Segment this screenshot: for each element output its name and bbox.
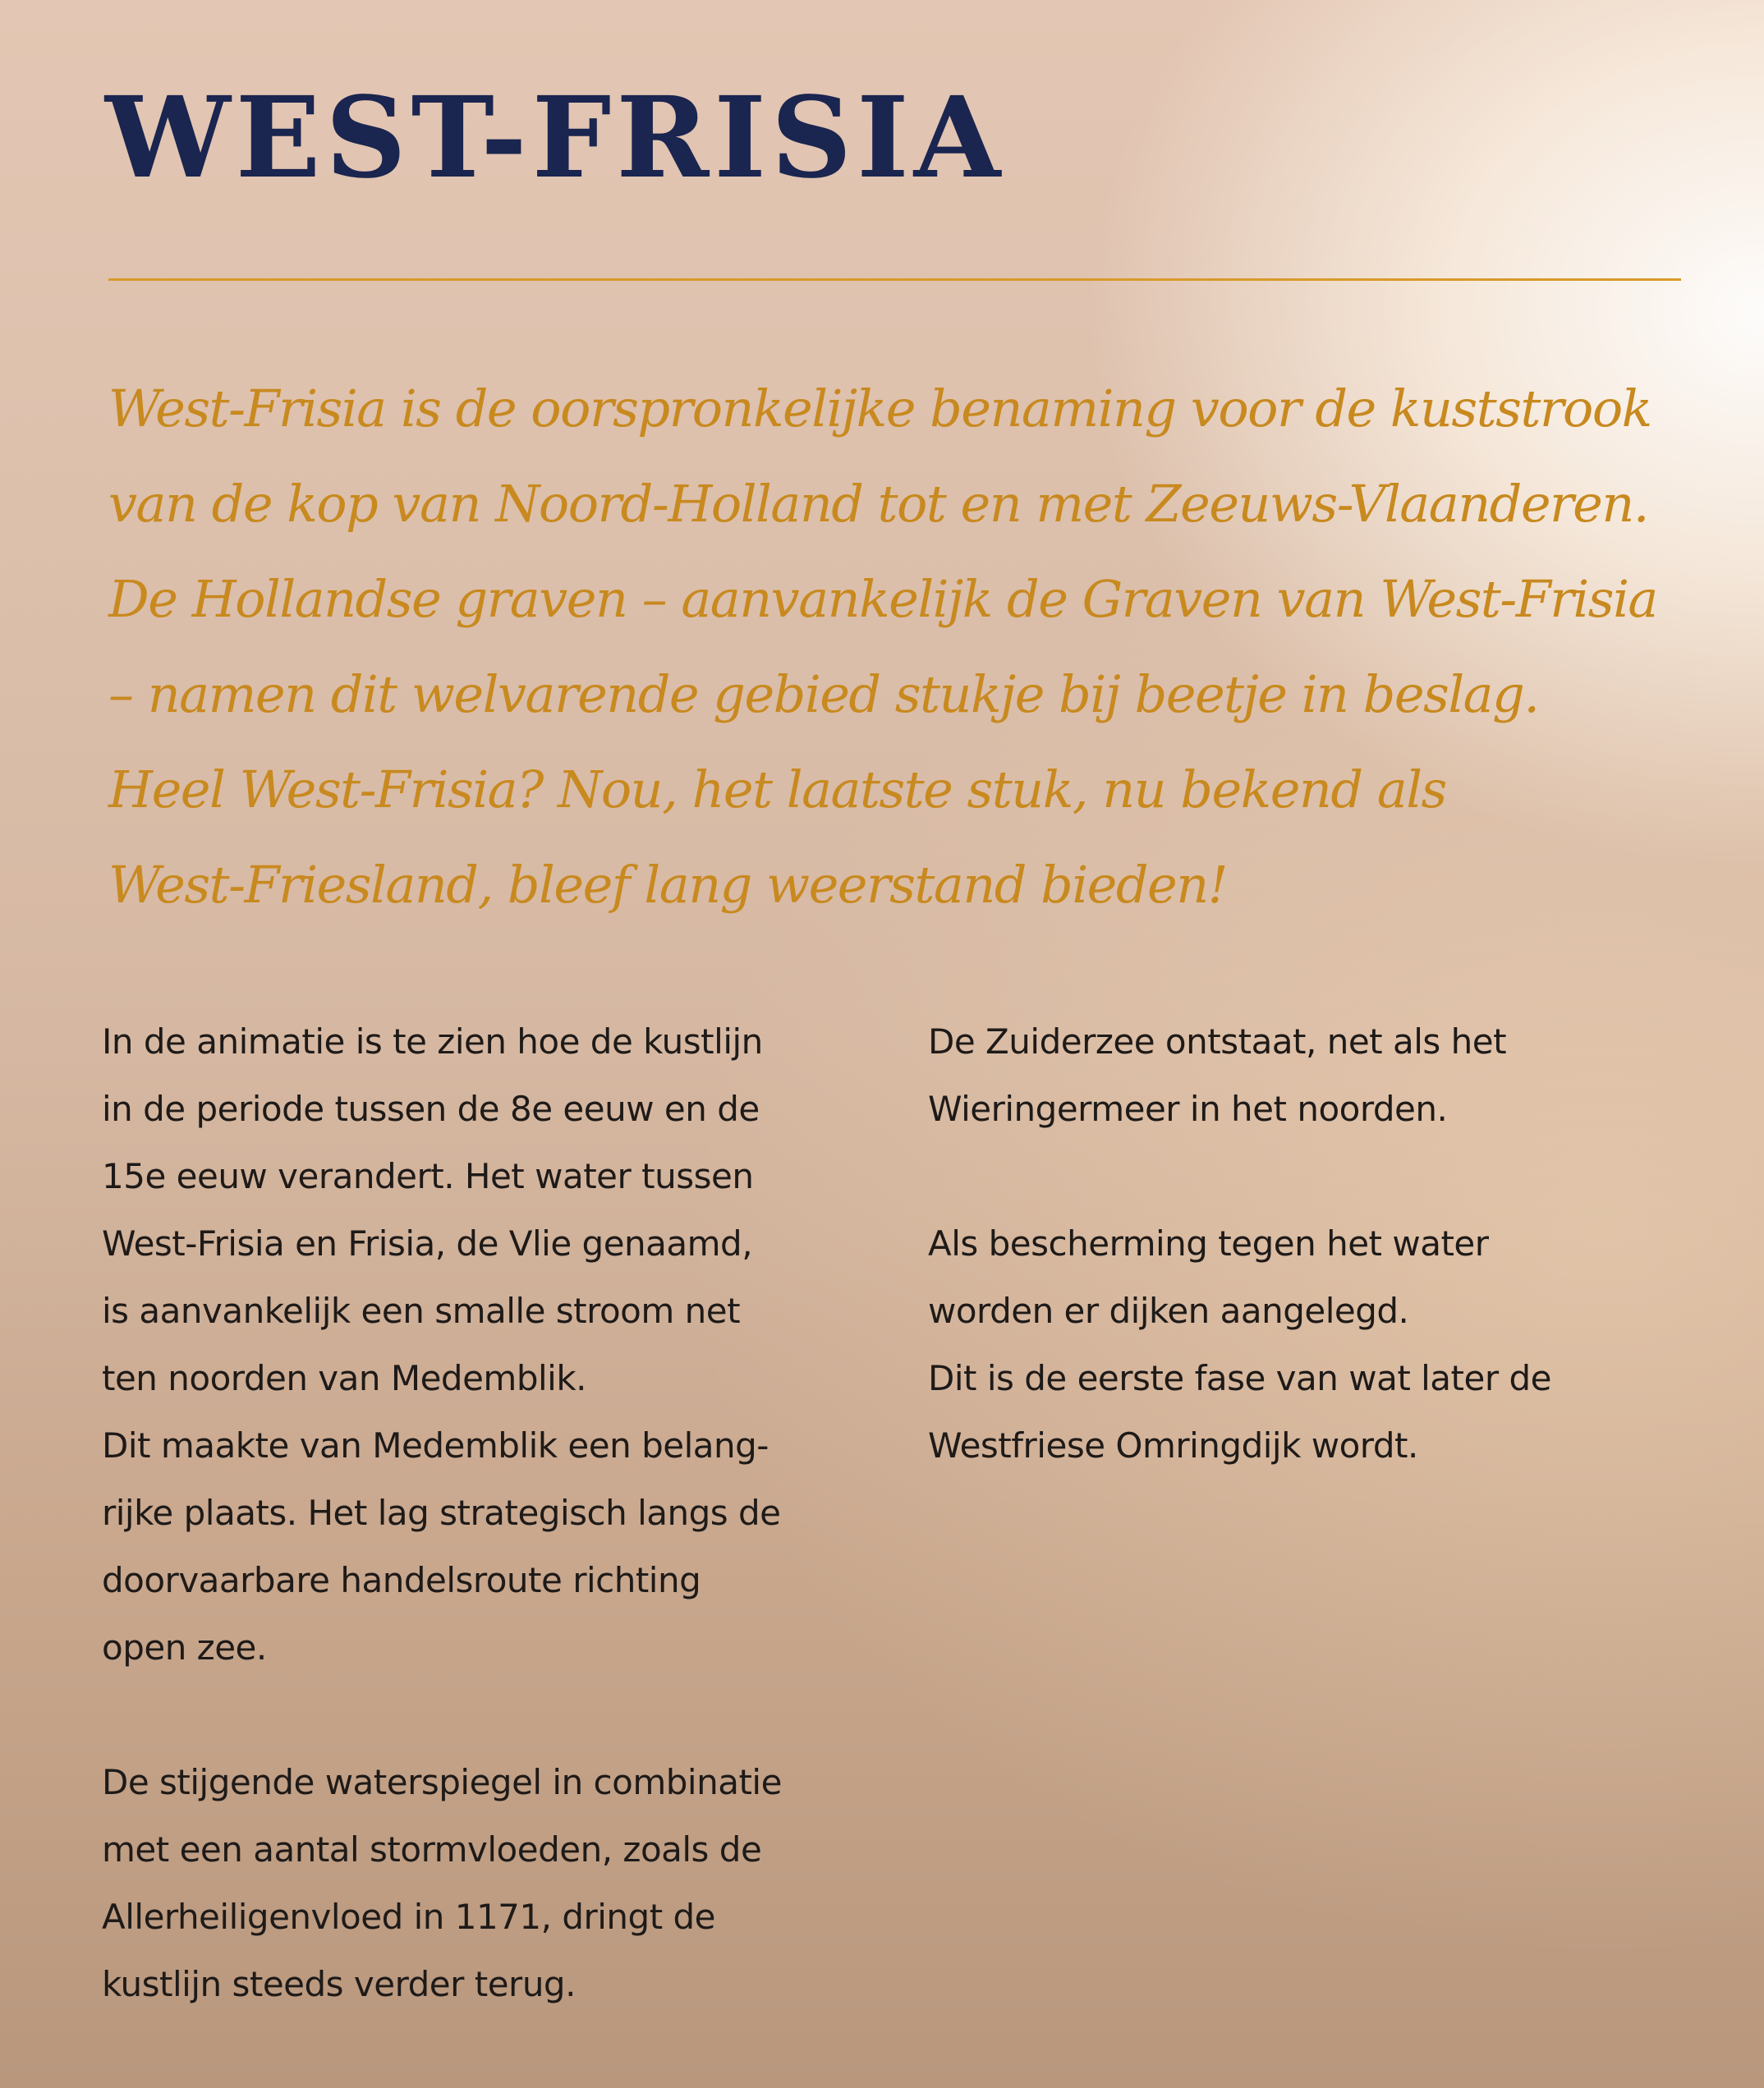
body-line: worden er dijken aangelegd. [928, 1291, 1409, 1331]
body-paragraph [928, 1210, 1716, 1480]
body-line: met een aantal stormvloeden, zoals de [102, 1829, 762, 1870]
body-line: Allerheiligenvloed in 1171, dringt de [102, 1897, 716, 1937]
body-line: West-Frisia en Frisia, de Vlie genaamd, [102, 1223, 753, 1264]
body-line: ten noorden van Medemblik. [102, 1358, 587, 1398]
body-line: rijke plaats. Het lag strategisch langs de [102, 1493, 781, 1533]
body-line: Dit maakte van Medemblik een belang- [102, 1425, 769, 1466]
intro-paragraph [108, 361, 1743, 933]
body-paragraph [102, 1008, 890, 1682]
body-line: in de periode tussen de 8e eeuw en de [102, 1089, 760, 1129]
intro-line: van de kop van Noord-Holland tot en met Zeeuws-Vlaanderen. [108, 474, 1648, 534]
body-line: kustlijn steeds verder terug. [102, 1964, 576, 2004]
right-column [928, 1008, 1716, 1480]
intro-line: – namen dit welvarende gebied stukje bij beetje in beslag. [108, 664, 1539, 724]
left-column [102, 1008, 890, 2018]
body-line: Als bescherming tegen het water [928, 1223, 1489, 1264]
intro-line: West-Friesland, bleef lang weerstand bieden! [108, 855, 1228, 915]
body-line: is aanvankelijk een smalle stroom net [102, 1291, 741, 1331]
page-title: WEST-FRISIA [105, 72, 1006, 204]
body-line: 15e eeuw verandert. Het water tussen [102, 1156, 754, 1196]
body-line: Westfriese Omringdijk wordt. [928, 1425, 1418, 1466]
body-paragraph [102, 1749, 890, 2018]
title-divider [108, 278, 1681, 281]
paragraph-spacer [102, 1682, 890, 1749]
body-line: De Zuiderzee ontstaat, net als het [928, 1021, 1507, 1062]
body-paragraph [928, 1008, 1716, 1143]
body-line: open zee. [102, 1627, 267, 1668]
body-line: In de animatie is te zien hoe de kustlijn [102, 1021, 763, 1062]
body-line: Dit is de eerste fase van wat later de [928, 1358, 1551, 1398]
paragraph-spacer [928, 1143, 1716, 1210]
body-line: De stijgende waterspiegel in combinatie [102, 1762, 782, 1802]
intro-line: West-Frisia is de oorspronkelijke benaming voor de kuststrook [108, 379, 1651, 438]
body-line: doorvaarbare handelsroute richting [102, 1560, 701, 1600]
intro-line: Heel West-Frisia? Nou, het laatste stuk, nu bekend als [108, 759, 1446, 819]
intro-line: De Hollandse graven – aanvankelijk de Graven van West-Frisia [108, 569, 1657, 629]
body-line: Wieringermeer in het noorden. [928, 1089, 1448, 1129]
